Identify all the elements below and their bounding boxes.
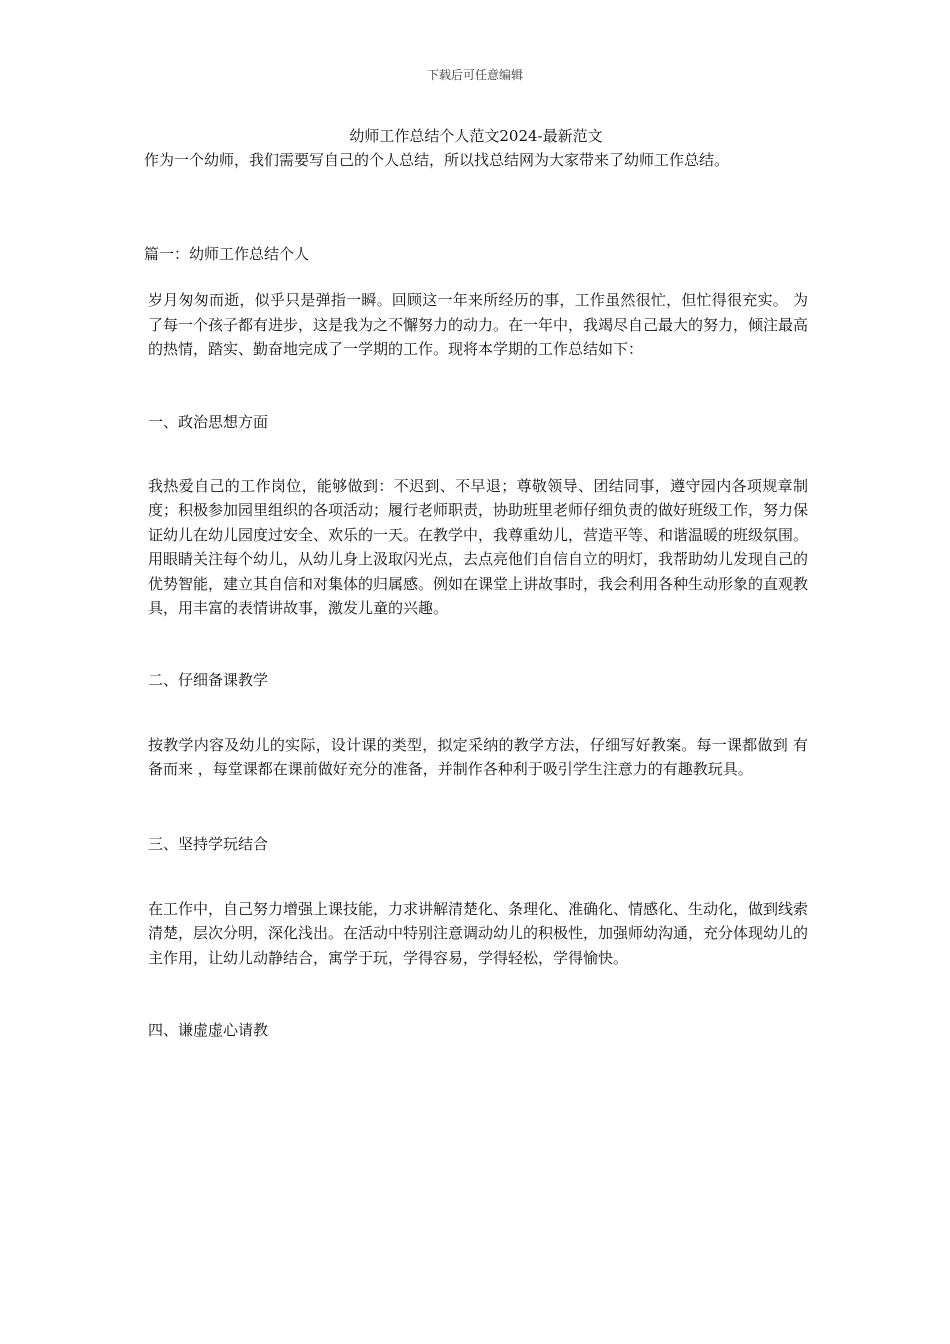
part-heading: 篇一：幼师工作总结个人 — [144, 245, 310, 263]
section-heading-3: 三、坚持学玩结合 — [148, 834, 269, 853]
part-paragraph: 岁月匆匆而逝，似乎只是弹指一瞬。回顾这一年来所经历的事，工作虽然很忙，但忙得很充实。 为了每一个孩子都有进步，这是我为之不懈努力的动力。在一年中，我竭尽自己最大的努力，倾注最高的热情，踏实、勤奋地完成了一学期的工作。现将本学期的工作总结如下： — [148, 291, 809, 358]
document-body — [144, 124, 808, 1042]
section-heading-4: 四、谦虚虚心请教 — [148, 1021, 269, 1039]
document-title: 幼师工作总结个人范文2024-最新范文 — [349, 127, 603, 145]
section-paragraph-1: 我热爱自己的工作岗位，能够做到：不迟到、不早退；尊敬领导、团结同事，遵守园内各项规章制度；积极参加园里组织的各项活动；履行老师职责，协助班里老师仔细负责的做好班级工作，努力保证幼儿在幼儿园度过安全、欢乐的一天。在教学中，我尊重幼儿，营造平等、和谐温暖的班级氛围。用眼睛关注每个幼儿，从幼儿身上汲取闪光点，去点亮他们自信自立的明灯，我帮助幼儿发现自己的优势智能，建立其自信和对集体的归属感。例如在课堂上讲故事时，我会利用各种生动形象的直观教具，用丰富的表情讲故事，激发儿童的兴趣。 — [148, 476, 809, 617]
section-heading-2: 二、仔细备课教学 — [148, 670, 269, 689]
section-paragraph-2: 按教学内容及幼儿的实际，设计课的类型，拟定采纳的教学方法，仔细写好教案。每一课都做到 有备而来 ，每堂课都在课前做好充分的准备，并制作各种利于吸引学生注意力的有趣教玩具。 — [148, 735, 808, 778]
intro-paragraph: 作为一个幼师，我们需要写自己的个人总结，所以找总结网为大家带来了幼师工作总结。 — [144, 151, 730, 169]
header-note: 下载后可任意编辑 — [426, 68, 523, 82]
section-paragraph-3: 在工作中，自己努力增强上课技能，力求讲解清楚化、条理化、准确化、情感化、生动化，做到线索清楚，层次分明，深化浅出。在活动中特别注意调动幼儿的积极性，加强师幼沟通，充分体现幼儿的主作用，让幼儿动静结合，寓学于玩，学得容易，学得轻松，学得愉快。 — [148, 899, 809, 967]
section-heading-1: 一、政治思想方面 — [148, 412, 269, 431]
